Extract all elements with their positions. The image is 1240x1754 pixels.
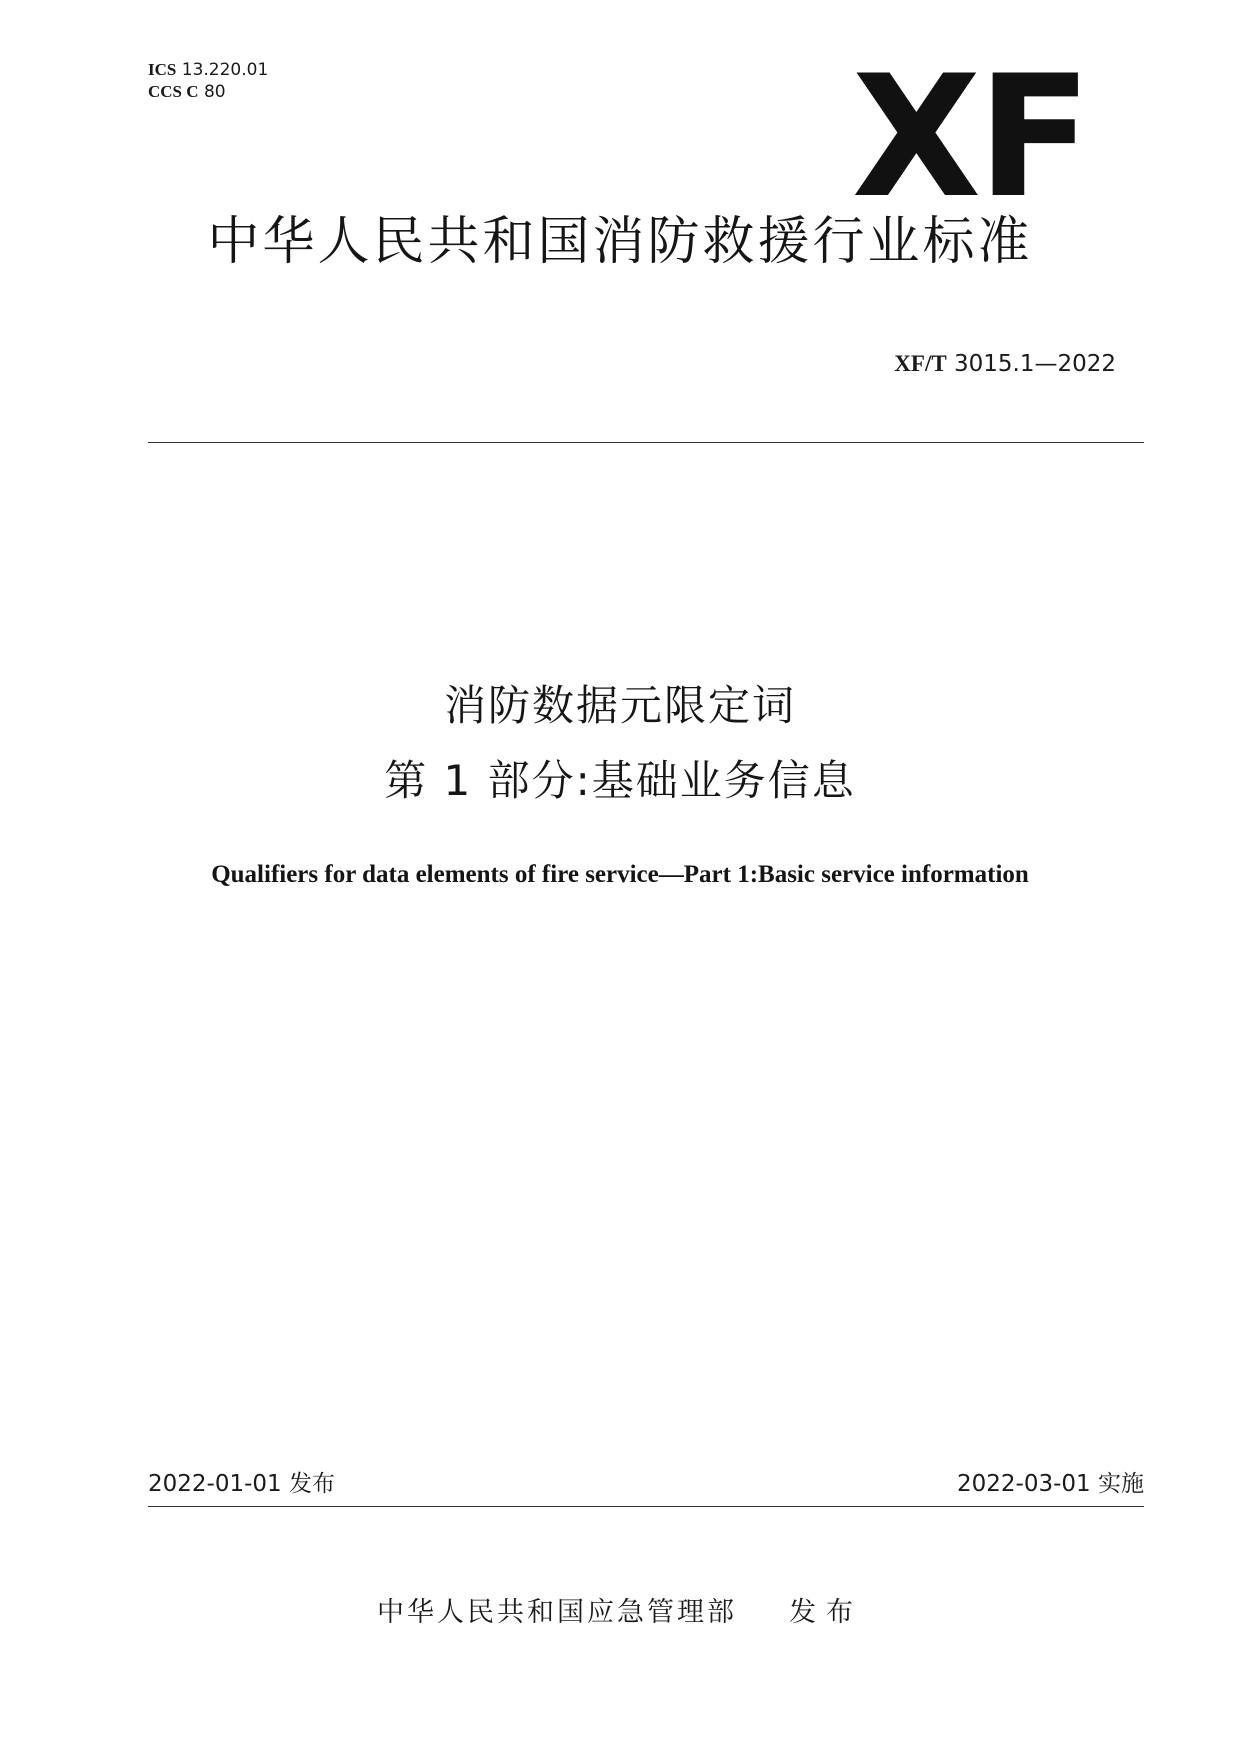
title-english: Qualifiers for data elements of fire service—Part 1:Basic service information: [211, 861, 1029, 888]
implementation-date-value: 2022-03-01: [957, 1471, 1091, 1497]
ccs-code: [148, 82, 226, 102]
implementation-date: [957, 1470, 1144, 1498]
publisher-action: 发布: [789, 1597, 863, 1628]
ics-value: 13.220.01: [181, 60, 269, 80]
title-chinese-line2: 第 1 部分:基础业务信息: [384, 756, 856, 805]
bottom-divider: [148, 1506, 1144, 1507]
top-divider: [148, 442, 1144, 443]
issue-date-value: 2022-01-01: [148, 1471, 282, 1497]
xf-logo: XF: [851, 39, 1088, 235]
issue-date: [148, 1470, 335, 1498]
issue-date-label: 发布: [288, 1471, 335, 1497]
standard-number-prefix: XF/T: [894, 351, 947, 376]
ics-label: ICS: [148, 60, 177, 79]
title-chinese-line1: 消防数据元限定词: [443, 681, 796, 730]
standard-category-heading: 中华人民共和国消防救援行业标准: [207, 212, 1033, 272]
publisher: [0, 1596, 1240, 1630]
ics-code: [148, 60, 268, 80]
ccs-value: 80: [203, 82, 226, 102]
standard-number-value: 3015.1—2022: [953, 351, 1116, 377]
standard-number: [894, 350, 1116, 378]
publisher-name: 中华人民共和国应急管理部: [377, 1597, 737, 1628]
ccs-label: CCS C: [148, 82, 199, 101]
implementation-date-label: 实施: [1098, 1471, 1144, 1497]
